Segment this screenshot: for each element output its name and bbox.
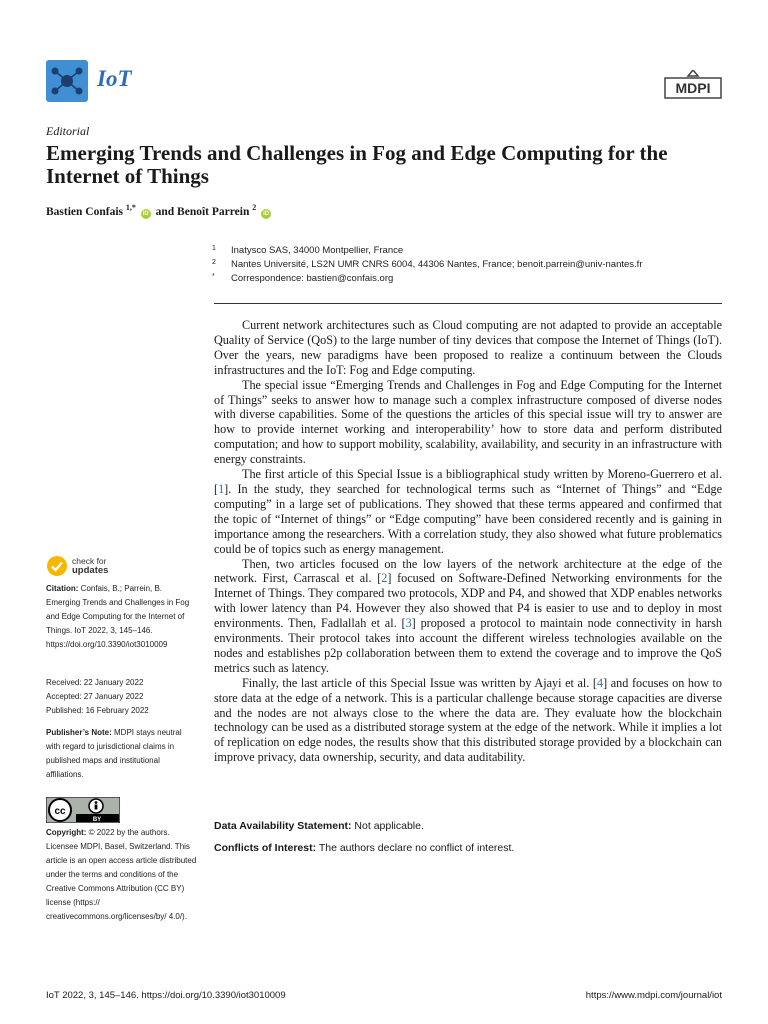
paper-title: Emerging Trends and Challenges in Fog and Edge Computing for the Internet of Things bbox=[46, 141, 668, 188]
affiliation-number: 2 bbox=[212, 259, 216, 266]
article-body bbox=[214, 318, 722, 765]
article-type: Editorial bbox=[46, 124, 90, 138]
mdpi-logo bbox=[664, 70, 722, 100]
received-date: Received: 22 January 2022 bbox=[46, 678, 144, 687]
paragraph-text: ] proposed a protocol to maintain node connectivity in harsh environments. Their protocol takes into account the different wireless technologies available on the nodes and establishes p2p collaboration between them to extend the coverage and to improve the QoS metrics such as latency. bbox=[214, 616, 722, 675]
orcid-icon[interactable]: iD bbox=[142, 210, 149, 217]
citation-label: Citation: bbox=[46, 584, 79, 593]
svg-text:cc: cc bbox=[54, 806, 66, 817]
citation-link[interactable]: 4 bbox=[597, 675, 604, 690]
affiliation-row bbox=[212, 272, 642, 286]
body-paragraph bbox=[214, 676, 722, 765]
copyright-text: © 2022 by the authors. Licensee MDPI, Basel, Switzerland. This article is an open access article distributed under the terms and conditions of the Creative Commons Attribution (CC BY) license (https:// creativecommons.org/licenses/by/ 4.0/). bbox=[46, 828, 197, 921]
orcid-icon[interactable]: iD bbox=[263, 210, 270, 217]
body-paragraph: The special issue “Emerging Trends and Challenges in Fog and Edge Computing for the Internet of Things” seeks to answer how to manage such a complex infrastructure composed of diverse nodes with diverse capabilities. Some of the questions the articles of this special issue will try to answer are how to provide internet working and interoperability’ how to store data and perform distributed computation; and how to support mobility, scalability, availability, and security in an infrastructure with energy constraints. bbox=[214, 377, 722, 467]
footer-journal-url[interactable]: https://www.mdpi.com/journal/iot bbox=[585, 990, 722, 1001]
paragraph-text: Finally, the last article of this Special Issue was written by Ajayi et al. [ bbox=[242, 675, 597, 690]
copyright-block bbox=[46, 826, 198, 924]
paragraph-text: The first article of this Special Issue is a bibliographical study written by Moreno-Guerrero et al. [ bbox=[214, 467, 722, 496]
affiliation-text: Nantes Université, LS2N UMR CNRS 6004, 44306 Nantes, France; benoit.parrein@univ-nantes.fr bbox=[231, 259, 643, 270]
copyright-label: Copyright: bbox=[46, 828, 87, 837]
conflicts-statement bbox=[214, 842, 722, 854]
dates-block bbox=[46, 676, 198, 718]
cc-by-license-icon[interactable] bbox=[46, 797, 120, 823]
paragraph-text: ] focused on Software-Defined Networking environments for the Internet of Things. They compared two protocols, XDP and P4, and showed that XDP enables networks with lower latency than P4. However they also showed that P4 is easier to use and to deploy in most environments. Then, Fadlallah et al. [ bbox=[214, 571, 722, 631]
author-affil-sup: 2 bbox=[252, 203, 257, 212]
accepted-date: Accepted: 27 January 2022 bbox=[46, 692, 144, 701]
journal-name: IoT bbox=[97, 66, 132, 91]
check-updates-line1: check for bbox=[72, 556, 107, 566]
affiliation-row bbox=[212, 244, 642, 258]
body-paragraph: Current network architectures such as Cloud computing are not adapted to provide an acceptable Quality of Service (QoS) to the large number of tiny devices that compose the Internet of Things (IoT). Over the years, new paradigms have been proposed to realize a continuum between the Clouds infrastructures and the IoT: Fog and Edge computing. bbox=[214, 318, 722, 377]
statement-label: Conflicts of Interest: bbox=[214, 842, 317, 854]
author-name: Benoît Parrein bbox=[177, 205, 250, 218]
note-label: Publisher’s Note: bbox=[46, 728, 112, 737]
affiliations bbox=[212, 244, 642, 286]
statement-label: Data Availability Statement: bbox=[214, 820, 352, 832]
paragraph-text: ] and focuses on how to store data at the edge of a network. This is a particular challenge because storage capacities are diverse and the nodes are not always close to the where the data are. They evaluate how the blockchain technology can be used as a distributed storage system at the edge of the network. While it implies a lot of replication on edge nodes, the results show that this distributed storage provided by a blockchain can improve privacy, data ownership, security, and data auditability. bbox=[214, 675, 722, 765]
header-divider bbox=[214, 303, 722, 304]
author-list bbox=[46, 203, 273, 219]
citation-link[interactable]: 3 bbox=[405, 616, 412, 631]
affiliation-text: Correspondence: bastien@confais.org bbox=[231, 273, 394, 284]
check-updates-icon bbox=[46, 555, 68, 577]
body-paragraph bbox=[214, 467, 722, 556]
affiliation-row bbox=[212, 258, 642, 272]
body-paragraph bbox=[214, 557, 722, 676]
citation-text: Confais, B.; Parrein, B. Emerging Trends and Challenges in Fog and Edge Computing for the Internet of Things. IoT 2022, 3, 145–146. https://doi.org/10.3390/iot3010009 bbox=[46, 584, 190, 649]
affiliation-number: * bbox=[212, 273, 215, 280]
citation-block bbox=[46, 582, 198, 652]
cc-by-text: BY bbox=[92, 817, 102, 823]
citation-link[interactable]: 2 bbox=[381, 571, 388, 586]
statement-text: Not applicable. bbox=[351, 820, 424, 832]
note-text: MDPI stays neutral with regard to jurisdictional claims in published maps and institutional affiliations. bbox=[46, 728, 182, 779]
citation-link[interactable]: 1 bbox=[218, 481, 225, 496]
paragraph-text: Then, two articles focused on the low layers of the network architecture at the edge of the network. First, Carrascal et al. [ bbox=[214, 556, 722, 586]
author-affil-sup: 1,* bbox=[125, 203, 136, 212]
published-date: Published: 16 February 2022 bbox=[46, 706, 149, 715]
affiliation-text: Inatysco SAS, 34000 Montpellier, France bbox=[231, 245, 404, 256]
check-for-updates-button[interactable] bbox=[46, 555, 108, 577]
check-updates-line2: updates bbox=[72, 565, 109, 576]
author-name: Bastien Confais bbox=[46, 205, 123, 218]
paragraph-text: ]. In the study, they searched for technological terms such as “Internet of Things” and “Edge computing” in a large set of publications. They showed that these terms appeared and confirmed that the topic of “Internet of things” or “Edge computing” have been considered recently and is gaining in importance among the researchers. With a correlation study, they also showed what future problematics could be of topics such as energy management. bbox=[214, 481, 722, 556]
publisher-note bbox=[46, 726, 198, 782]
mdpi-logo-text: MDPI bbox=[675, 80, 711, 96]
affiliation-number: 1 bbox=[212, 245, 216, 252]
journal-logo-icon bbox=[46, 60, 88, 102]
statement-text: The authors declare no conflict of interest. bbox=[316, 842, 515, 854]
footer-citation: IoT 2022, 3, 145–146. https://doi.org/10.3390/iot3010009 bbox=[46, 990, 286, 1001]
data-availability-statement bbox=[214, 820, 722, 832]
author-joiner: and bbox=[155, 205, 175, 218]
